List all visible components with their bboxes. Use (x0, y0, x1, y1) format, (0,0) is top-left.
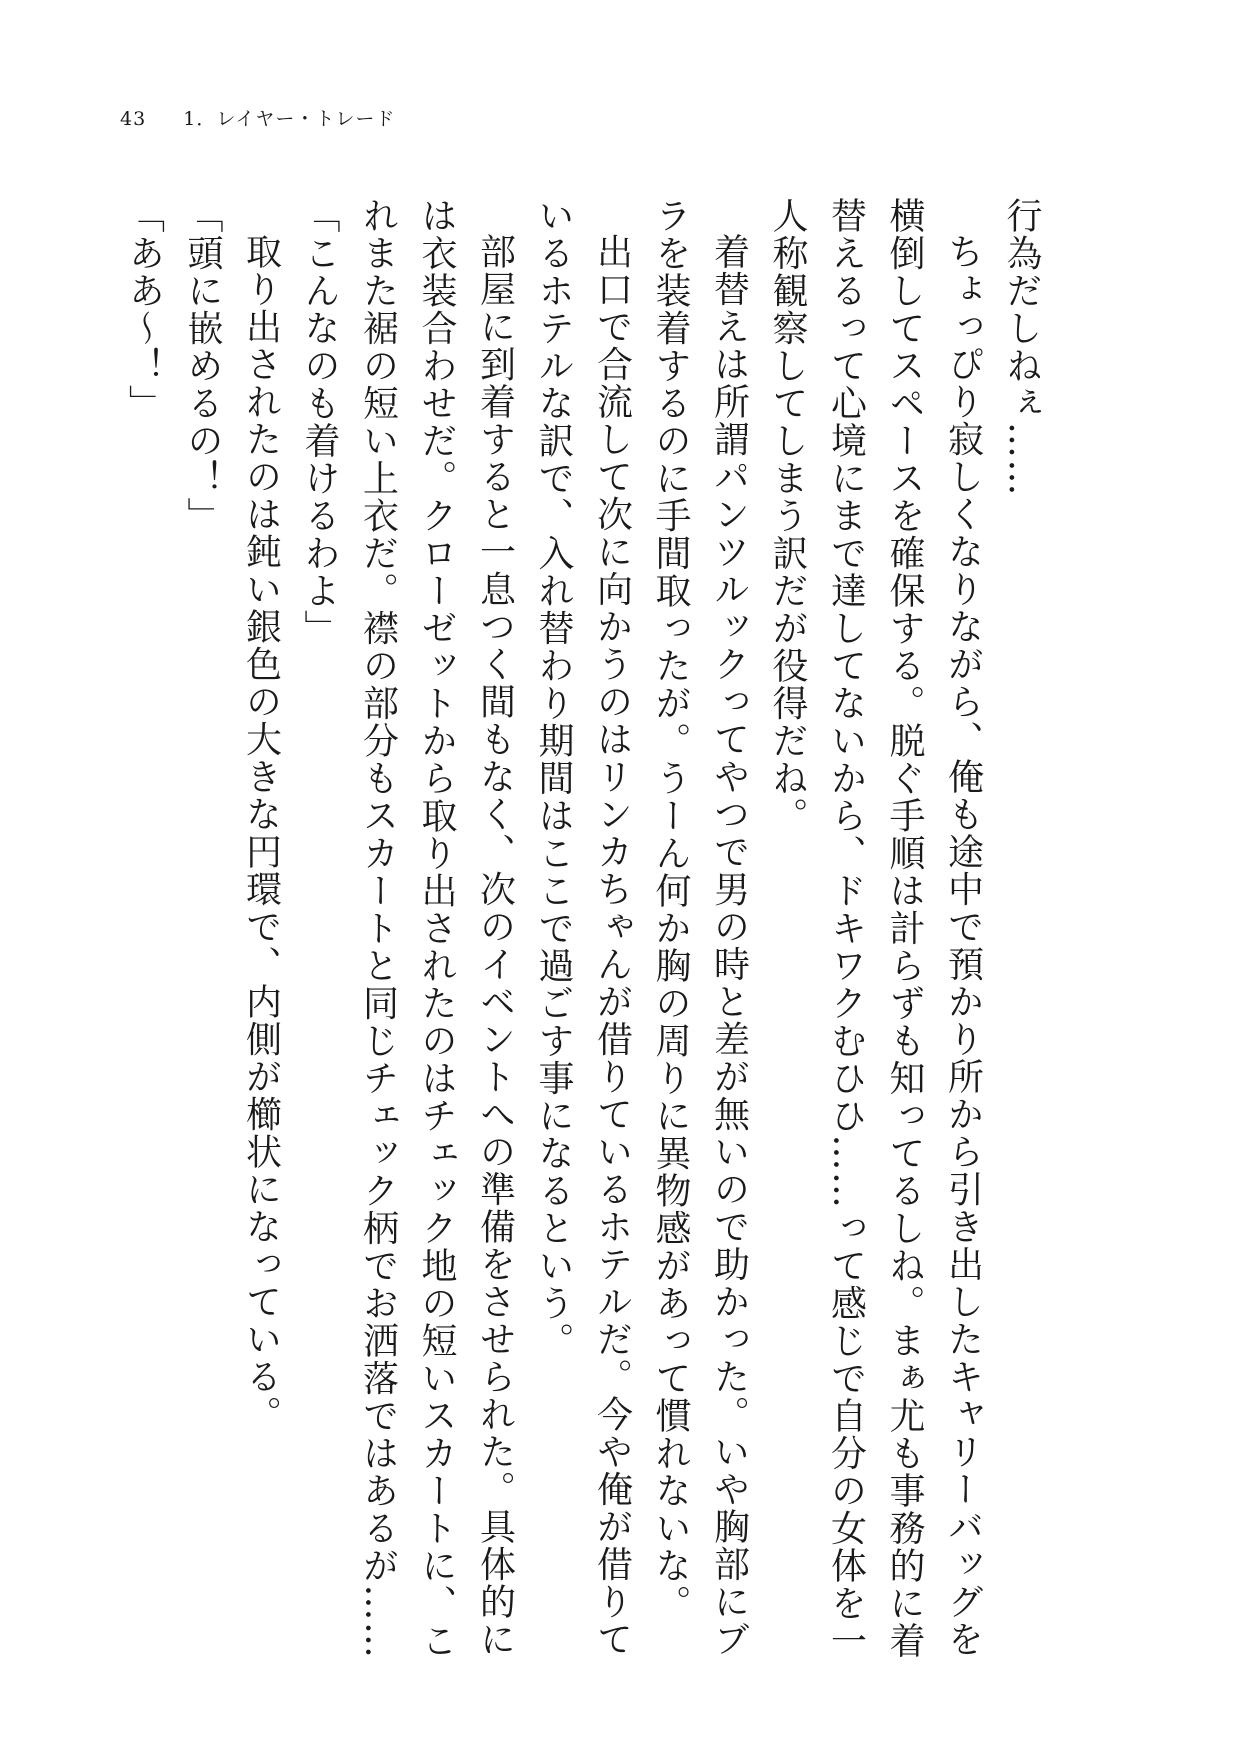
body-text (114, 197, 1050, 1667)
dialogue-line: 「こんなのも着けるわよ」 (299, 197, 340, 647)
paragraph: 出口で合流して次に向かうのはリンカちゃんが借りているホテルだ。今や俺が借りているホテルな訳で、入れ替わり期間はここで過ごす事になるという。 (533, 197, 633, 1658)
paragraph: 部屋に到着すると一息つく間もなく、次のイベントへの準備をさせられた。具体的には衣装合わせだ。クローゼットから取り出されたのはチェック地の短いスカートに、これまた裾の短い上衣だ。襟の部分もスカートと同じチェック柄でお洒落ではあるが…… (357, 197, 516, 1660)
running-head (120, 104, 395, 131)
dialogue-line: 「頭に嵌めるの！」 (182, 197, 223, 535)
page-number: 43 (120, 108, 147, 130)
paragraph: 取り出されたのは鈍い銀色の大きな円環で、内側が櫛状になっている。 (240, 233, 282, 1433)
dialogue-line: 「ああ～！」 (123, 197, 165, 422)
paragraph: 行為だしねぇ…… (1001, 197, 1042, 497)
chapter-title: 1．レイヤー・トレード (183, 108, 396, 130)
paragraph: 着替えは所謂パンツルックってやつで男の時と差が無いので助かった。いや胸部にブラを装着するのに手間取ったが。うーん何か胸の周りに異物感があって慣れないな。 (650, 197, 750, 1658)
paragraph: ちょっぴり寂しくなりながら、俺も途中で預かり所から引き出したキャリーバッグを横倒してスペースを確保する。脱ぐ手順は計らずも知ってるしね。まぁ尤も事務的に着替えるって心境にまで達してないから、ドキワクむひひ……って感じで自分の女体を一人称観察してしまう訳だが役得だね。 (767, 197, 984, 1660)
